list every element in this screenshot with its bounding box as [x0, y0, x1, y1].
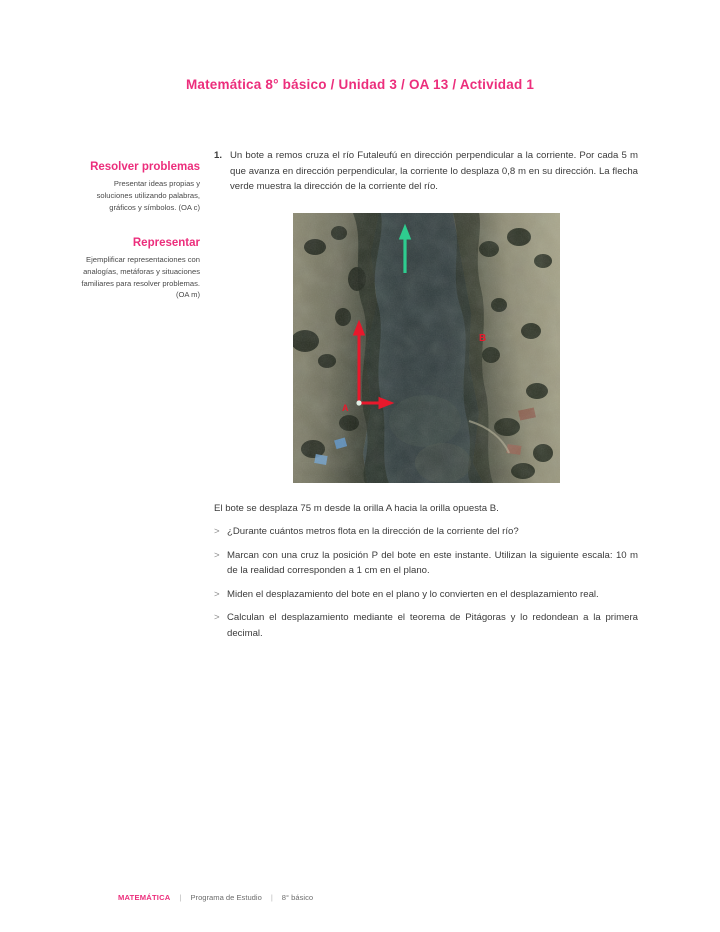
river-map-image — [293, 213, 560, 483]
sidebar-heading: Representar — [132, 236, 200, 249]
page-title: Matemática 8° básico / Unidad 3 / OA 13 / Actividad 1 — [185, 77, 535, 92]
satellite-river-figure — [293, 213, 560, 483]
sidebar-description: Ejemplificar representaciones con analogías, metáforas y situaciones familiares para resolver problemas. (OA m) — [81, 255, 200, 300]
sidebar-heading: Resolver problemas — [90, 161, 200, 173]
footer-middle-text: Programa de Estudio — [190, 893, 262, 902]
footer-separator: | — [179, 893, 182, 902]
sidebar-block-resolver-problemas — [78, 160, 200, 214]
label-a-text: A — [341, 402, 348, 413]
bullet-marker-icon: > — [214, 549, 220, 561]
figure-container — [214, 213, 638, 483]
main-content — [214, 148, 638, 649]
list-item-text: Miden el desplazamiento del bote en el plano y lo convierten en el desplazamiento real. — [227, 588, 599, 600]
bullet-marker-icon: > — [214, 588, 220, 600]
origin-point-marker — [356, 400, 361, 405]
label-b-text: B — [478, 332, 486, 344]
question-text: Un bote a remos cruza el río Futaleufú en dirección perpendicular a la corriente. Por cada 5 m que avanza en dirección perpendicular, la corriente lo desplaza 0,8 m en su dirección. La flecha verde muestra la dirección de la corriente del río. — [230, 150, 638, 193]
list-item — [214, 587, 638, 603]
question-number: 1. — [214, 150, 223, 161]
list-item — [214, 524, 638, 540]
list-item-text: ¿Durante cuántos metros flota en la dirección de la corriente del río? — [227, 526, 519, 538]
question-block — [214, 148, 638, 195]
footer-right-text: 8° básico — [281, 893, 314, 902]
instructions-block — [214, 501, 638, 642]
list-item — [214, 548, 638, 579]
sidebar-block-representar — [78, 236, 200, 301]
bullet-marker-icon: > — [214, 526, 220, 538]
list-item — [214, 610, 638, 641]
list-item-text: Marcan con una cruz la posición P del bote en este instante. Utilizan la siguiente escala: 10 m de la realidad corresponden a 1 cm en el plano. — [227, 549, 638, 577]
bullet-marker-icon: > — [214, 612, 220, 624]
list-item-text: Calculan el desplazamiento mediante el teorema de Pitágoras y lo redondean a la primera decimal. — [227, 612, 638, 639]
sidebar-description: Presentar ideas propias y soluciones utilizando palabras, gráficos y símbolos. (OA c) — [96, 179, 200, 212]
lead-statement: El bote se desplaza 75 m desde la orilla A hacia la orilla opuesta B. — [214, 502, 499, 514]
sidebar-objectives — [78, 160, 200, 323]
footer-brand: MATEMÁTICA — [118, 893, 171, 902]
page-footer — [118, 893, 313, 902]
footer-separator: | — [270, 893, 273, 902]
